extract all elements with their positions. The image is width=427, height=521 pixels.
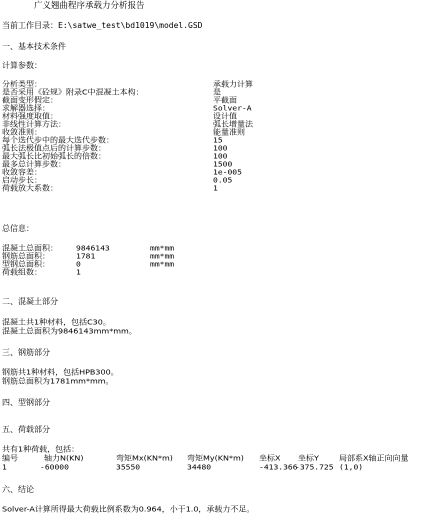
param-label: 分析类型： <box>2 80 42 89</box>
rebar-materials-line: 钢筋共1种材料，包括HPB300。 <box>2 368 119 377</box>
section-1-heading: 一、基本技术条件 <box>2 42 66 51</box>
load-col-header: 坐标Y <box>298 454 319 463</box>
total-unit: mm*mm <box>150 252 175 261</box>
param-value: 100 <box>213 144 228 153</box>
load-intro: 共有1种荷载，包括： <box>2 445 80 454</box>
totals-label: 总信息： <box>2 224 34 233</box>
section-6-heading: 六、结论 <box>2 485 34 494</box>
param-label: 非线性计算方法： <box>2 120 66 129</box>
param-value: 1500 <box>213 160 233 169</box>
param-label: 收敛容差： <box>2 168 42 177</box>
param-label: 最大弧长比初始弧长的倍数： <box>2 152 106 161</box>
workdir-label: 当前工作目录： <box>2 21 58 30</box>
param-value: 是 <box>213 88 221 97</box>
param-label: 启动步长： <box>2 176 42 185</box>
param-value: 15 <box>213 136 223 145</box>
param-label: 最多总计算步数： <box>2 160 66 169</box>
section-4-heading: 四、型钢部分 <box>2 398 50 407</box>
workdir-line <box>2 21 203 30</box>
param-value: 1e-005 <box>213 168 242 177</box>
param-value: 承载力计算 <box>213 80 253 89</box>
section-5-heading: 五、荷载部分 <box>2 425 50 434</box>
load-cell: -413.366 <box>259 463 298 472</box>
param-value: 平截面 <box>213 96 237 105</box>
load-col-header: 局部系X轴正向向量 <box>339 454 409 463</box>
param-value: 能量准则 <box>213 128 245 137</box>
load-cell: 35550 <box>116 463 141 472</box>
load-col-header: 编号 <box>2 454 18 463</box>
load-cell: (1,0) <box>339 463 364 472</box>
load-cell: 34480 <box>187 463 212 472</box>
section-3-heading: 三、钢筋部分 <box>2 348 50 357</box>
param-label: 弧长法极值点后的计算步数： <box>2 144 106 153</box>
load-col-header: 坐标X <box>259 454 281 463</box>
param-value: 1 <box>213 184 218 193</box>
total-label: 荷载组数： <box>2 268 42 277</box>
total-label: 混凝土总面积： <box>2 244 58 253</box>
workdir-path: E:\satwe_test\bd1019\model.GSD <box>58 21 203 30</box>
param-value: 弧长增量法 <box>213 120 253 129</box>
total-value: 1781 <box>76 252 96 261</box>
param-value: Solver-A <box>213 104 252 113</box>
total-value: 0 <box>76 260 81 269</box>
total-label: 钢筋总面积： <box>2 252 50 261</box>
param-value: 100 <box>213 152 228 161</box>
param-label: 求解器选择： <box>2 104 50 113</box>
calc-params-label: 计算参数： <box>2 61 42 70</box>
load-col-header: 轴力N(KN) <box>44 454 84 463</box>
load-cell: -60000 <box>40 463 69 472</box>
param-label: 收敛准则： <box>2 128 42 137</box>
param-label: 每个迭代步中的最大迭代步数： <box>2 136 114 145</box>
load-cell: 1 <box>2 463 7 472</box>
param-label: 材料强度取值： <box>2 112 58 121</box>
param-value: 0.05 <box>213 176 233 185</box>
total-value: 1 <box>76 268 81 277</box>
concrete-area-line: 混凝土总面积为9846143mm*mm。 <box>2 327 137 336</box>
param-value: 设计值 <box>213 112 237 121</box>
rebar-area-line: 钢筋总面积为1781mm*mm。 <box>2 377 114 386</box>
total-value: 9846143 <box>76 244 110 253</box>
report-title: 广义翘曲程序承载力分析报告 <box>34 1 145 11</box>
param-label: 荷载放大系数： <box>2 184 58 193</box>
conclusion-text: Solver-A计算所得最大荷载比例系数为0.964，小于1.0，承载力不足。 <box>2 505 255 514</box>
total-unit: mm*mm <box>150 244 175 253</box>
section-2-heading: 二、混凝土部分 <box>2 297 58 306</box>
total-unit: mm*mm <box>150 260 175 269</box>
total-label: 型钢总面积： <box>2 260 50 269</box>
param-label: 是否采用《砼规》附录C中混凝土本构： <box>2 88 144 97</box>
param-label: 截面变形假定： <box>2 96 58 105</box>
load-cell: -375.725 <box>295 463 334 472</box>
load-col-header: 弯矩My(KN*m) <box>187 454 244 463</box>
load-col-header: 弯矩Mx(KN*m) <box>116 454 173 463</box>
concrete-materials-line: 混凝土共1种材料，包括C30。 <box>2 318 111 327</box>
